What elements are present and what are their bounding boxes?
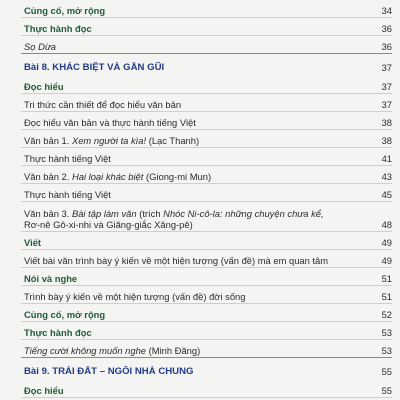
toc-row: [21, 322, 392, 340]
toc-row: [21, 166, 392, 184]
toc-row-label: Đọc hiểu: [24, 385, 64, 396]
toc-row: [21, 286, 392, 304]
lesson-title-label: Bài 8. KHÁC BIỆT VÀ GẦN GŨI: [24, 62, 165, 73]
toc-row-label: Văn bản 2. Hai loại khác biệt (Giong-mi Mun): [24, 171, 212, 182]
toc-row-label: Đọc hiểu: [24, 81, 64, 92]
toc-row-page: 52: [381, 309, 392, 320]
toc-row-label: Thực hành tiếng Việt: [24, 189, 111, 200]
lesson-title-label: Bài 9. TRÁI ĐẤT – NGÔI NHÀ CHUNG: [24, 366, 194, 377]
toc-row: [21, 148, 392, 166]
toc-row-label: Củng cố, mở rộng: [24, 309, 106, 320]
toc-row: [21, 36, 392, 54]
toc-row: [21, 268, 392, 286]
toc-row-page: 43: [381, 171, 392, 182]
toc-row-label: Nói và nghe: [24, 273, 78, 284]
toc-row: [21, 0, 392, 18]
toc-row: [21, 202, 392, 232]
toc-row: [21, 76, 392, 94]
toc-row-page: 49: [381, 255, 392, 266]
toc-row: [21, 184, 392, 202]
toc-row-label: Tri thức cần thiết để đọc hiểu văn bản: [24, 99, 182, 110]
toc-row-page: 45: [381, 189, 392, 200]
toc-row-page: 36: [381, 23, 392, 34]
toc-row-page: 53: [381, 327, 392, 338]
toc-row-page: 38: [381, 117, 392, 128]
toc-row-page: 49: [381, 237, 392, 248]
toc-row: [21, 18, 392, 36]
toc-row-page: 36: [381, 41, 392, 52]
toc-row: [21, 380, 392, 398]
toc-row-label: Trình bày ý kiến về một hiện tượng (vấn đề) đời sống: [24, 291, 246, 302]
toc-row-page: 38: [381, 135, 392, 146]
toc-row-label: Viết: [24, 237, 42, 248]
toc-row: [21, 340, 392, 358]
toc-row-label: Văn bản 3. Bài tập làm văn (trích Nhóc Ni-cô-la: những chuyện chưa kể, Rơ-nê Gô-xi-nhi và Giăng-giắc Xăng-pê): [24, 208, 324, 230]
toc-row-label: Thực hành đọc: [24, 23, 92, 34]
toc-row: [21, 112, 392, 130]
toc-row-page: 34: [381, 5, 392, 16]
toc-row-label: Tiếng cười không muốn nghe (Minh Đăng): [24, 345, 201, 356]
toc-row: [21, 232, 392, 250]
toc-row-page: 37: [381, 81, 392, 92]
toc-row-page: 48: [381, 219, 392, 230]
toc-row-label: Viết bài văn trình bày ý kiến về một hiện tượng (vấn đề) mà em quan tâm: [24, 255, 329, 266]
toc-row-label: Văn bản 1. Xem người ta kìa! (Lạc Thanh): [24, 135, 200, 146]
toc-row-page: 51: [381, 273, 392, 284]
toc-row-label: Đọc hiểu văn bản và thực hành tiếng Việt: [24, 117, 196, 128]
toc-row: [21, 130, 392, 148]
toc-row: [21, 304, 392, 322]
toc-row-page: 53: [381, 345, 392, 356]
toc-row-page: 55: [381, 385, 392, 396]
toc-row-page: 55: [381, 366, 392, 377]
toc-row-label: Củng cố, mở rộng: [24, 5, 106, 16]
toc-row-label: Sọ Dừa: [24, 41, 56, 52]
toc-row: [21, 94, 392, 112]
toc-row-page: 37: [381, 62, 392, 73]
lesson-title: [21, 56, 392, 74]
toc-row-label: Thực hành đọc: [24, 327, 92, 338]
lesson-title: [21, 360, 392, 378]
toc-row-label: Thực hành tiếng Việt: [24, 153, 111, 164]
toc-row-page: 51: [381, 291, 392, 302]
toc-row-page: 41: [381, 153, 392, 164]
toc-row-page: 37: [381, 99, 392, 110]
toc-row: [21, 250, 392, 268]
